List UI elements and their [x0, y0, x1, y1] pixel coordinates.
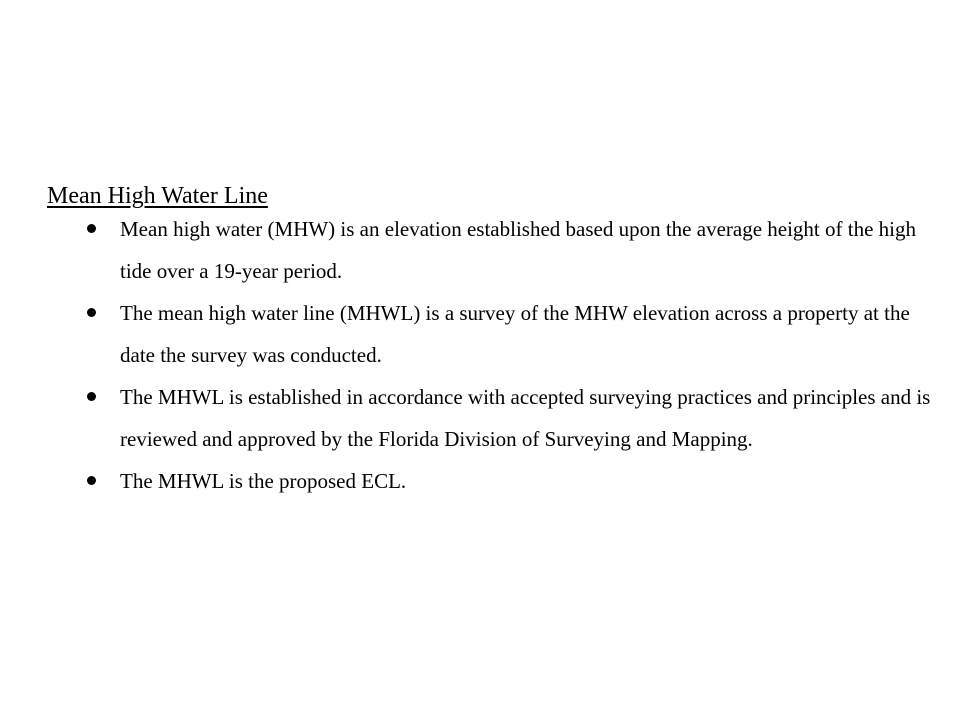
bullet-item [72, 376, 932, 460]
bullet-dot-icon [87, 224, 96, 233]
slide-heading: Mean High Water Line [47, 183, 268, 209]
bullet-dot-icon [87, 308, 96, 317]
bullet-list [72, 208, 932, 502]
bullet-dot-icon [87, 392, 96, 401]
bullet-text: The MHWL is established in accordance with accepted surveying practices and principles and is reviewed and approved by the Florida Division of Surveying and Mapping. [120, 385, 931, 451]
bullet-dot-icon [87, 476, 96, 485]
bullet-item [72, 460, 932, 502]
bullet-text: Mean high water (MHW) is an elevation established based upon the average height of the high tide over a 19-year period. [120, 217, 917, 283]
bullet-text: The mean high water line (MHWL) is a survey of the MHW elevation across a property at the date the survey was conducted. [120, 301, 910, 367]
bullet-item [72, 208, 932, 292]
bullet-text: The MHWL is the proposed ECL. [120, 469, 407, 493]
bullet-item [72, 292, 932, 376]
